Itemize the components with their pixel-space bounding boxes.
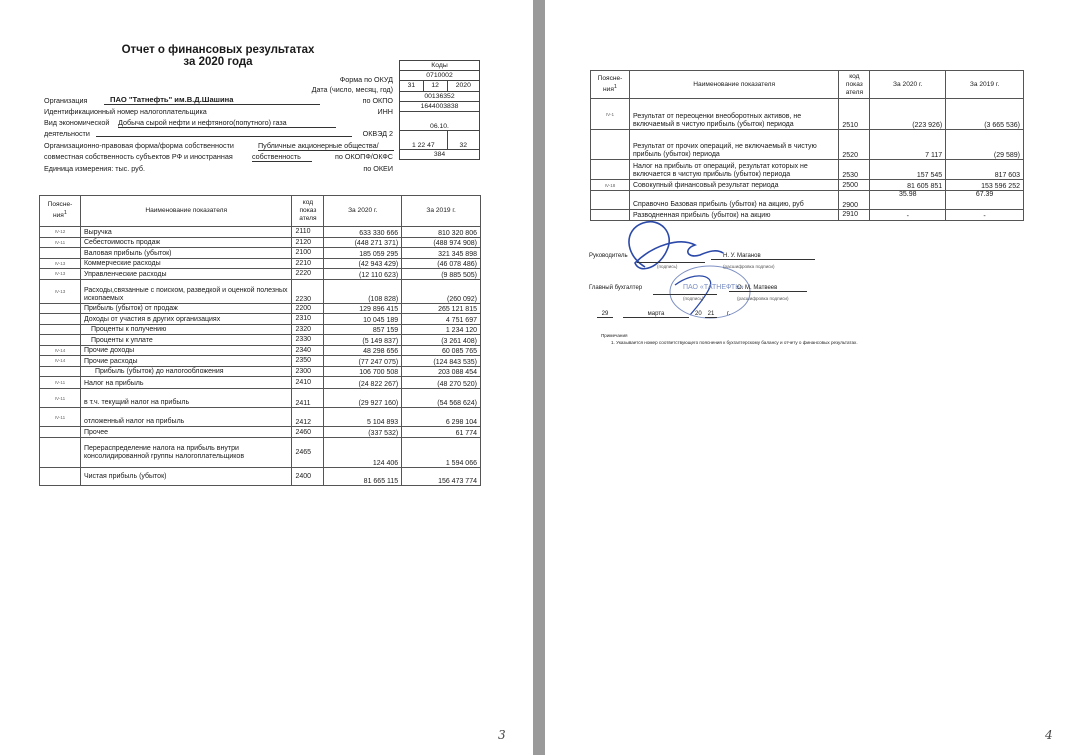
okved-value: 06.10. <box>400 111 480 130</box>
row-value-2019: (124 843 535) <box>402 356 481 367</box>
header-note-text: Поясне-ния <box>47 201 73 220</box>
header-code: код показ ателя <box>839 71 870 99</box>
row-value-2019: (29 589) <box>946 130 1024 160</box>
row-value-2020: (29 927 160) <box>324 389 402 408</box>
table-row <box>40 427 481 438</box>
table-row <box>40 237 481 248</box>
row-code: 2200 <box>292 303 324 314</box>
row-value-2019: 153 596 252 <box>946 180 1024 191</box>
head-label: Руководитель <box>589 253 628 259</box>
date-month: марта <box>623 311 689 318</box>
row-name: в т.ч. текущий налог на прибыль <box>80 389 291 408</box>
table-row <box>40 377 481 389</box>
header-2020: За 2020 г. <box>870 71 946 99</box>
row-code: 2510 <box>839 99 870 130</box>
row-value-2019: 321 345 898 <box>402 248 481 259</box>
row-code: 2465 <box>292 438 324 468</box>
row-note <box>591 191 630 210</box>
stamp-text: ПАО «ТАТНЕФТЬ» <box>683 284 744 291</box>
row-value-2020: (24 822 267) <box>324 377 402 389</box>
legal-value-2a: совместная собственность субъектов РФ и иностранная <box>44 152 233 161</box>
table-row <box>40 408 481 427</box>
row-value-2020: 185 059 295 <box>324 248 402 259</box>
okud-value: 0710002 <box>400 71 480 81</box>
date-label: Дата (число, месяц, год) <box>311 85 393 94</box>
row-value-2019: (3 665 536) <box>946 99 1024 130</box>
row-code: 2320 <box>292 324 324 335</box>
row-code: 2230 <box>292 279 324 303</box>
okei-label: по ОКЕИ <box>363 164 393 173</box>
row-name: Расходы,связанные с поиском, разведкой и оценкой полезных ископаемых <box>80 279 291 303</box>
row-note <box>40 468 81 486</box>
row-code: 2460 <box>292 427 324 438</box>
head-decode-caption: (расшифровка подписи) <box>723 264 775 269</box>
row-code: 2310 <box>292 314 324 325</box>
table-row <box>40 324 481 335</box>
table-row <box>40 366 481 377</box>
row-value-2020: (5 149 837) <box>324 335 402 346</box>
row-name: Налог на прибыль <box>80 377 291 389</box>
row-code: 2210 <box>292 258 324 269</box>
row-name: Коммерческие расходы <box>80 258 291 269</box>
row-note: IV-12 <box>40 227 81 238</box>
row-value-2019: - <box>946 210 1024 221</box>
row-value-2019: 6 298 104 <box>402 408 481 427</box>
activity-underline <box>96 136 352 137</box>
header-note <box>591 71 630 99</box>
row-note <box>591 160 630 180</box>
table-row <box>40 279 481 303</box>
date-year-prefix: 20 <box>695 311 702 317</box>
activity-label: Вид экономической <box>44 118 110 127</box>
row-note: IV-14 <box>40 356 81 367</box>
row-note: IV-13 <box>40 269 81 280</box>
row-note <box>40 324 81 335</box>
row-value-2019: 1 594 066 <box>402 438 481 468</box>
row-name: Прочие расходы <box>80 356 291 367</box>
table-row <box>40 248 481 259</box>
row-value-2020: 857 159 <box>324 324 402 335</box>
row-value-2020: - <box>870 210 946 221</box>
row-note: IV-13 <box>40 279 81 303</box>
accountant-decode-caption: (расшифровка подписи) <box>737 296 789 301</box>
row-code: 2910 <box>839 210 870 221</box>
row-name: Результат от прочих операций, не включаемый в чистую прибыль (убыток) периода <box>629 130 838 160</box>
row-value-2019: 156 473 774 <box>402 468 481 486</box>
row-value-2020: 35.98 <box>870 191 946 210</box>
row-name: Прибыль (убыток) до налогообложения <box>80 366 291 377</box>
table-row <box>40 227 481 238</box>
date-year: 2020 <box>447 81 479 91</box>
row-code: 2411 <box>292 389 324 408</box>
row-name: Перераспределение налога на прибыль внутри консолидированной группы налогоплательщиков <box>80 438 291 468</box>
table-row <box>40 345 481 356</box>
page-number-right: 4 <box>1045 728 1053 742</box>
header-2020: За 2020 г. <box>324 196 402 227</box>
accountant-label: Главный бухгалтер <box>589 285 643 291</box>
row-value-2020: (337 532) <box>324 427 402 438</box>
row-value-2019: 1 234 120 <box>402 324 481 335</box>
row-name: Доходы от участия в других организациях <box>80 314 291 325</box>
header-note-sup: 1 <box>63 210 67 217</box>
header-2019: За 2019 г. <box>946 71 1024 99</box>
row-value-2019: (3 261 408) <box>402 335 481 346</box>
activity-label-2: деятельности <box>44 129 90 138</box>
row-name: Разводненная прибыль (убыток) на акцию <box>629 210 838 221</box>
table-row <box>40 303 481 314</box>
notes-title: Примечания <box>601 333 628 338</box>
org-label: Организация <box>44 96 88 105</box>
header-code: код показ ателя <box>292 196 324 227</box>
legal-label: Организационно-правовая форма/форма собственности <box>44 141 234 150</box>
row-value-2020: 48 298 656 <box>324 345 402 356</box>
row-note <box>40 427 81 438</box>
row-value-2020: (42 943 429) <box>324 258 402 269</box>
page-number-left: 3 <box>498 728 506 742</box>
row-value-2019: 4 751 697 <box>402 314 481 325</box>
row-value-2019: 810 320 806 <box>402 227 481 238</box>
row-value-2019: (48 270 520) <box>402 377 481 389</box>
okei-value: 384 <box>400 149 480 159</box>
unit-label: Единица измерения: тыс. руб. <box>44 164 145 173</box>
page-left <box>0 0 533 755</box>
row-code: 2350 <box>292 356 324 367</box>
row-value-2019: 817 603 <box>946 160 1024 180</box>
financial-table-left <box>39 195 481 486</box>
org-name: ПАО "Татнефть" им.В.Д.Шашина <box>104 95 320 105</box>
row-value-2019: (9 885 505) <box>402 269 481 280</box>
okpo-value: 00136352 <box>400 91 480 101</box>
row-value-2020: 129 896 415 <box>324 303 402 314</box>
row-note: IV-11 <box>40 408 81 427</box>
table-row <box>591 160 1024 180</box>
accountant-sign-caption: (подпись) <box>683 296 704 301</box>
report-title <box>118 44 318 68</box>
table-row <box>40 438 481 468</box>
row-note: IV-11 <box>40 237 81 248</box>
legal-value-1: Публичные акционерные общества/ <box>258 141 394 151</box>
row-note: IV-18 <box>591 180 630 191</box>
head-name: Н. У. Маганов <box>711 253 815 260</box>
legal-value-2b: собственность <box>252 152 312 162</box>
row-value-2020: 81 665 115 <box>324 468 402 486</box>
row-value-2020: 157 545 <box>870 160 946 180</box>
okopf-value: 1 22 47 <box>400 130 448 149</box>
row-code: 2100 <box>292 248 324 259</box>
row-note <box>40 438 81 468</box>
row-value-2019: (488 974 908) <box>402 237 481 248</box>
row-value-2020: 10 045 189 <box>324 314 402 325</box>
okpo-label: по ОКПО <box>362 96 393 105</box>
row-code: 2410 <box>292 377 324 389</box>
inn-label: ИНН <box>377 107 393 116</box>
row-name: Себестоимость продаж <box>80 237 291 248</box>
okved-label: ОКВЭД 2 <box>362 129 393 138</box>
header-2019: За 2019 г. <box>402 196 481 227</box>
row-note <box>40 248 81 259</box>
row-note <box>40 335 81 346</box>
row-code: 2220 <box>292 269 324 280</box>
row-value-2019: 203 088 454 <box>402 366 481 377</box>
row-code: 2530 <box>839 160 870 180</box>
row-value-2020: 7 117 <box>870 130 946 160</box>
financial-table-right <box>590 70 1024 221</box>
date-month: 12 <box>423 81 447 91</box>
okud-label: Форма по ОКУД <box>339 75 393 84</box>
table-row <box>40 258 481 269</box>
row-name: Выручка <box>80 227 291 238</box>
taxid-label: Идентификационный номер налогоплательщика <box>44 107 207 116</box>
row-name: Совокупный финансовый результат периода <box>629 180 838 191</box>
row-value-2019: 67.39 <box>946 191 1024 210</box>
okopf-label: по ОКОПФ/ОКФС <box>335 152 393 161</box>
table-row <box>40 468 481 486</box>
inn-value: 1644003838 <box>400 101 480 111</box>
row-name: Валовая прибыль (убыток) <box>80 248 291 259</box>
date-day: 31 <box>400 81 424 91</box>
row-value-2020: (448 271 371) <box>324 237 402 248</box>
row-value-2020: 633 330 666 <box>324 227 402 238</box>
table-row <box>40 356 481 367</box>
table-row <box>40 389 481 408</box>
header-note <box>40 196 81 227</box>
date-suffix: г. <box>727 311 731 317</box>
okfs-value: 32 <box>447 130 479 149</box>
row-code: 2110 <box>292 227 324 238</box>
row-note <box>40 366 81 377</box>
row-name: Результат от переоценки внеоборотных активов, не включаемый в чистую прибыль (убыток) периода <box>629 99 838 130</box>
row-note: IV-11 <box>40 377 81 389</box>
row-value-2019: 60 085 765 <box>402 345 481 356</box>
date-day: 29 <box>597 311 613 318</box>
header-note-sup: 1 <box>613 83 617 90</box>
row-code: 2520 <box>839 130 870 160</box>
row-value-2020: 81 605 851 <box>870 180 946 191</box>
row-name: Проценты к уплате <box>80 335 291 346</box>
table-row <box>591 99 1024 130</box>
row-note: IV-14 <box>40 345 81 356</box>
row-note <box>591 130 630 160</box>
head-sign-caption: (подпись) <box>657 264 678 269</box>
row-value-2020: (12 110 623) <box>324 269 402 280</box>
row-name: Прочие доходы <box>80 345 291 356</box>
row-value-2020: 5 104 893 <box>324 408 402 427</box>
row-note: IV-13 <box>40 258 81 269</box>
notes-item-1: 1. Указывается номер соответствующего пояснения к бухгалтерскому балансу и отчету о финансовых результатах. <box>611 340 858 345</box>
title-line-1: Отчет о финансовых результатах <box>121 44 315 56</box>
row-code: 2120 <box>292 237 324 248</box>
row-name: Прибыль (убыток) от продаж <box>80 303 291 314</box>
row-name: отложенный налог на прибыль <box>80 408 291 427</box>
row-code: 2500 <box>839 180 870 191</box>
row-note: IV-1 <box>591 99 630 130</box>
row-value-2019: (46 078 486) <box>402 258 481 269</box>
header-note-text: Поясне-ния <box>597 74 623 94</box>
header-name: Наименование показателя <box>629 71 838 99</box>
row-code: 2340 <box>292 345 324 356</box>
row-value-2020: (223 926) <box>870 99 946 130</box>
row-value-2020: 124 406 <box>324 438 402 468</box>
table-row <box>591 180 1024 191</box>
row-value-2020: 106 700 508 <box>324 366 402 377</box>
row-name: Прочее <box>80 427 291 438</box>
codes-table <box>399 60 480 160</box>
title-line-2: за 2020 года <box>183 56 253 68</box>
table-row <box>591 191 1024 210</box>
page-divider <box>533 0 545 755</box>
accountant-sign-line <box>653 294 717 295</box>
row-value-2019: (54 568 624) <box>402 389 481 408</box>
table-row <box>591 130 1024 160</box>
row-name: Управленческие расходы <box>80 269 291 280</box>
activity-value: Добыча сырой нефти и нефтяного(попутного) газа <box>118 118 336 128</box>
row-value-2019: (260 092) <box>402 279 481 303</box>
head-sign-line <box>637 262 705 263</box>
accountant-name: О. М. Матвеев <box>729 285 807 292</box>
row-name: Проценты к получению <box>80 324 291 335</box>
table-row <box>40 269 481 280</box>
row-name: Чистая прибыль (убыток) <box>80 468 291 486</box>
codes-header: Коды <box>400 61 480 71</box>
row-name: Справочно Базовая прибыль (убыток) на акцию, руб <box>629 191 838 210</box>
row-name: Налог на прибыль от операций, результат которых не включается в чистую прибыль (убыток) периода <box>629 160 838 180</box>
row-value-2020: (77 247 075) <box>324 356 402 367</box>
row-code: 2900 <box>839 191 870 210</box>
row-note <box>40 314 81 325</box>
table-row <box>40 335 481 346</box>
row-note <box>40 303 81 314</box>
page-right <box>545 0 1076 755</box>
row-note: IV-11 <box>40 389 81 408</box>
table-row <box>40 314 481 325</box>
row-code: 2300 <box>292 366 324 377</box>
row-value-2019: 265 121 815 <box>402 303 481 314</box>
row-code: 2400 <box>292 468 324 486</box>
row-code: 2412 <box>292 408 324 427</box>
header-name: Наименование показателя <box>80 196 291 227</box>
date-year-suffix: 21 <box>705 311 717 318</box>
row-code: 2330 <box>292 335 324 346</box>
row-value-2019: 61 774 <box>402 427 481 438</box>
row-value-2020: (108 828) <box>324 279 402 303</box>
